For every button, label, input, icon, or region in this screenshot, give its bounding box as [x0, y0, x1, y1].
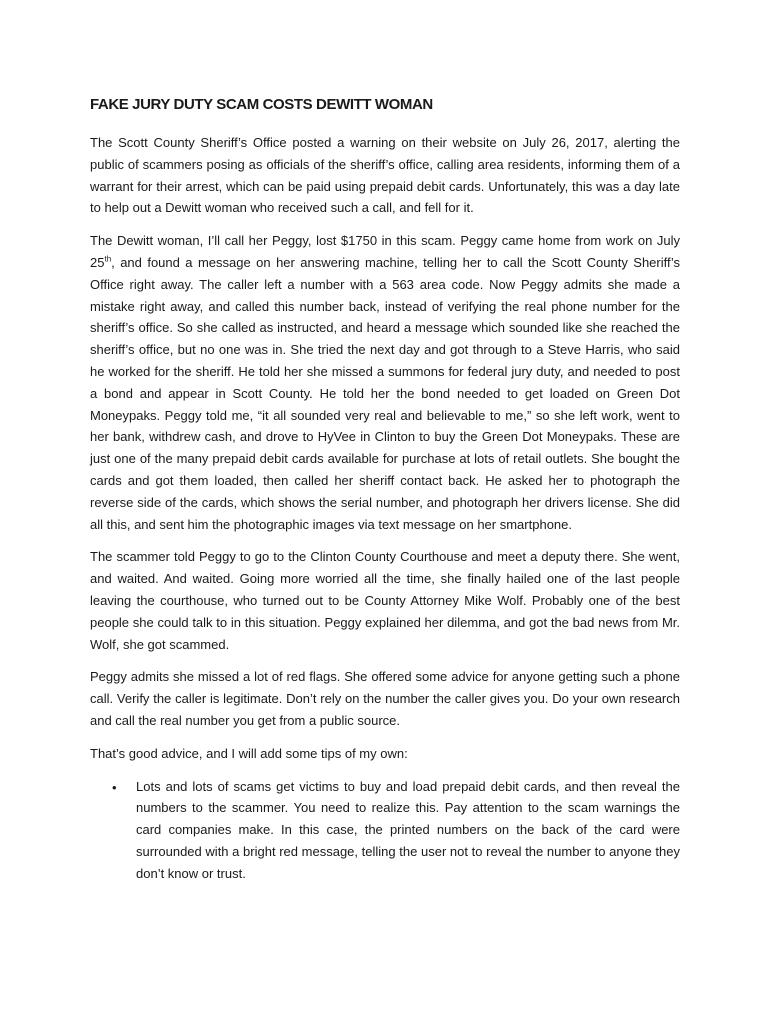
bullet-icon: •: [112, 779, 117, 795]
list-item-text: Lots and lots of scams get victims to buy and load prepaid debit cards, and then reveal the numbers to the scammer. You need to realize this. Pay attention to the scam warnings the card companies make. In this case, the printed numbers on the back of the card were surrounded with a bright red message, telling the user not to reveal the number to anyone they don’t know or trust.: [136, 778, 680, 881]
paragraph-courthouse: The scammer told Peggy to go to the Clinton County Courthouse and meet a deputy there. She went, and waited. And waited. Going more worried all the time, she finally hailed one of the last people leaving the courthouse, who turned out to be County Attorney Mike Wolf. Probably one of the best people she could talk to in this situation. Peggy explained her dilemma, and got the bad news from Mr. Wolf, she got scammed.: [90, 549, 680, 652]
document-page: [90, 95, 680, 885]
paragraph-intro: The Scott County Sheriff’s Office posted a warning on their website on July 26, 2017, alerting the public of scammers posing as officials of the sheriff’s office, calling area residents, informing them of a warrant for their arrest, which can be paid using prepaid debit cards. Unfortunately, this was a day late to help out a Dewitt woman who received such a call, and fell for it.: [90, 135, 680, 216]
list-item: [90, 776, 680, 885]
paragraph-tips-intro: That’s good advice, and I will add some tips of my own:: [90, 745, 408, 761]
paragraph-advice: Peggy admits she missed a lot of red flags. She offered some advice for anyone getting such a phone call. Verify the caller is legitimate. Don’t rely on the number the caller gives you. Do your own research and call the real number you get from a public source.: [90, 669, 680, 728]
paragraph-story: [90, 230, 680, 535]
tips-list: [90, 776, 680, 885]
paragraph-story-part-2: , and found a message on her answering machine, telling her to call the Scott County Sheriff’s Office right away. The caller left a number with a 563 area code. Now Peggy admits she made a mistake right away, and called this number back, instead of verifying the real phone number for the sheriff’s office. So she called as instructed, and heard a message which sounded like she reached the sheriff’s office, but no one was in. She tried the next day and got through to a Steve Harris, who said he worked for the sheriff. He told her she missed a summons for federal jury duty, and needed to post a bond and appear in Scott County. He told her the bond needed to get loaded on Green Dot Moneypaks. Peggy told me, “it all sounded very real and believable to me,” so she left work, went to her bank, withdrew cash, and drove to HyVee in Clinton to buy the Green Dot Moneypaks. These are just one of the many prepaid debit cards available for purchase at lots of retail outlets. She bought the cards and got them loaded, then called her sheriff contact back. He asked her to photograph the reverse side of the cards, which shows the serial number, and photograph her drivers license. She did all this, and sent him the photographic images via text message on her smartphone.: [90, 254, 680, 532]
paragraph-story-part-1: The Dewitt woman, I’ll call her Peggy, lost $1750 in this scam. Peggy came home from work on July 25: [90, 233, 680, 270]
ordinal-superscript: th: [104, 254, 112, 264]
article-title: FAKE JURY DUTY SCAM COSTS DEWITT WOMAN: [90, 96, 433, 113]
